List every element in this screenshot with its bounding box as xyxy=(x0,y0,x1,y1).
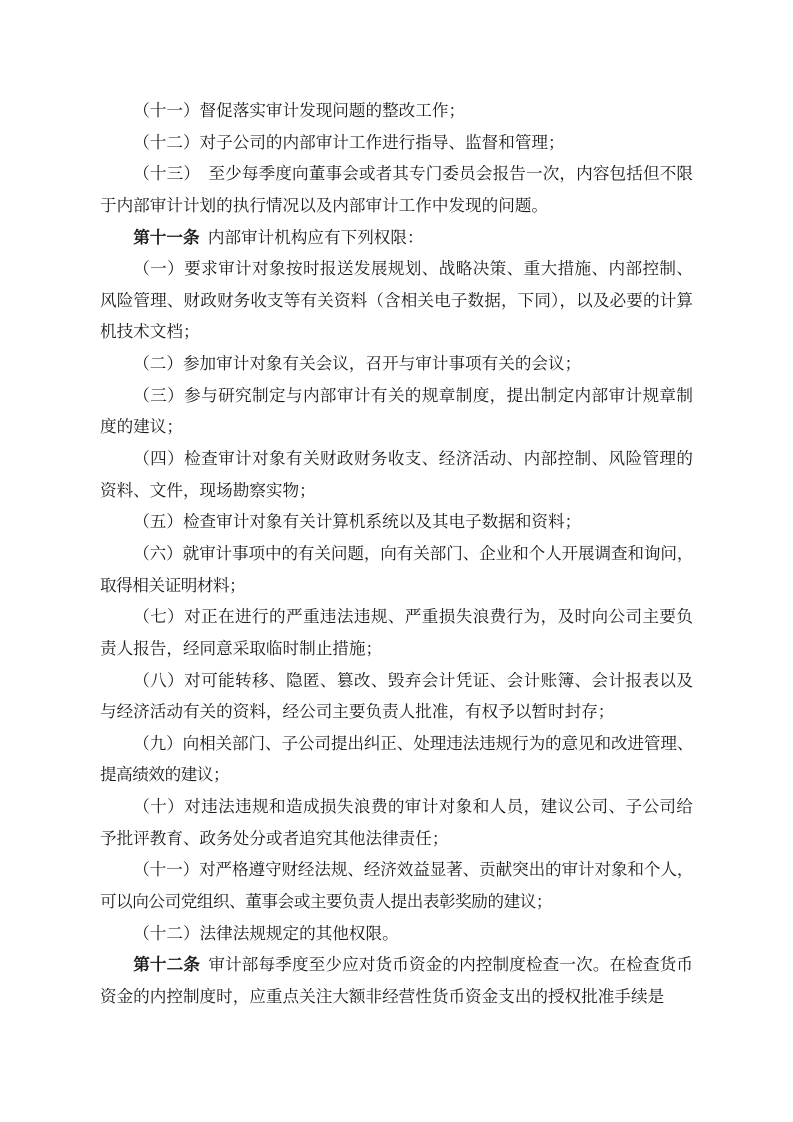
paragraph-text: 内部审计机构应有下列权限： xyxy=(207,227,424,247)
paragraph xyxy=(100,791,693,854)
paragraph xyxy=(100,949,693,1012)
paragraph-text: （十二）法律法规规定的其他权限。 xyxy=(133,923,399,943)
paragraph xyxy=(100,538,693,601)
paragraph xyxy=(100,665,693,728)
paragraph-text: （十一）对严格遵守财经法规、经济效益显著、贡献突出的审计对象和个人，可以向公司党组织、董事会或主要负责人提出表彰奖励的建议； xyxy=(100,860,693,912)
paragraph xyxy=(100,158,693,221)
paragraph-text: （七）对正在进行的严重违法违规、严重损失浪费行为，及时向公司主要负责人报告，经同意采取临时制止措施； xyxy=(100,607,693,658)
document-body xyxy=(100,95,693,1013)
paragraph xyxy=(100,348,693,380)
paragraph-text: （十）对违法违规和造成损失浪费的审计对象和人员，建议公司、子公司给予批评教育、政务处分或者追究其他法律责任； xyxy=(100,797,693,848)
paragraph xyxy=(100,601,693,664)
paragraph-text: （五）检查审计对象有关计算机系统以及其电子数据和资料； xyxy=(133,512,582,532)
paragraph xyxy=(100,506,693,538)
paragraph-text: （四）检查审计对象有关财政财务收支、经济活动、内部控制、风险管理的资料、文件，现场勘察实物； xyxy=(100,449,693,500)
paragraph xyxy=(100,380,693,443)
paragraph xyxy=(100,253,693,348)
paragraph-text: （六）就审计事项中的有关问题，向有关部门、企业和个人开展调查和询问，取得相关证明材料； xyxy=(100,543,693,595)
paragraph-text: （一）要求审计对象按时报送发展规划、战略决策、重大措施、内部控制、风险管理、财政财务收支等有关资料（含相关电子数据，下同），以及必要的计算机技术文档； xyxy=(100,259,693,342)
paragraph xyxy=(100,95,693,127)
paragraph xyxy=(100,918,693,950)
paragraph xyxy=(100,443,693,506)
article-heading: 第十二条 xyxy=(133,955,201,975)
paragraph xyxy=(100,854,693,917)
paragraph-text: （八）对可能转移、隐匿、篡改、毁弃会计凭证、会计账簿、会计报表以及与经济活动有关的资料，经公司主要负责人批准，有权予以暂时封存； xyxy=(100,670,693,722)
paragraph-text: 审计部每季度至少应对货币资金的内控制度检查一次。在检查货币资金的内控制度时，应重点关注大额非经营性货币资金支出的授权批准手续是 xyxy=(100,955,694,1006)
paragraph-text: （二）参加审计对象有关会议，召开与审计事项有关的会议； xyxy=(133,354,582,374)
article-heading: 第十一条 xyxy=(133,227,200,247)
paragraph-text: （十三） 至少每季度向董事会或者其专门委员会报告一次，内容包括但不限于内部审计计划的执行情况以及内部审计工作中发现的问题。 xyxy=(100,164,693,215)
paragraph xyxy=(100,728,693,791)
paragraph-text: （十一）督促落实审计发现问题的整改工作； xyxy=(133,101,466,120)
paragraph xyxy=(100,222,693,254)
paragraph-text: （三）参与研究制定与内部审计有关的规章制度，提出制定内部审计规章制度的建议； xyxy=(100,385,693,437)
paragraph-text: （九）向相关部门、子公司提出纠正、处理违法违规行为的意见和改进管理、提高绩效的建议； xyxy=(100,733,693,785)
paragraph xyxy=(100,127,693,159)
paragraph-text: （十二）对子公司的内部审计工作进行指导、监督和管理； xyxy=(133,132,565,152)
